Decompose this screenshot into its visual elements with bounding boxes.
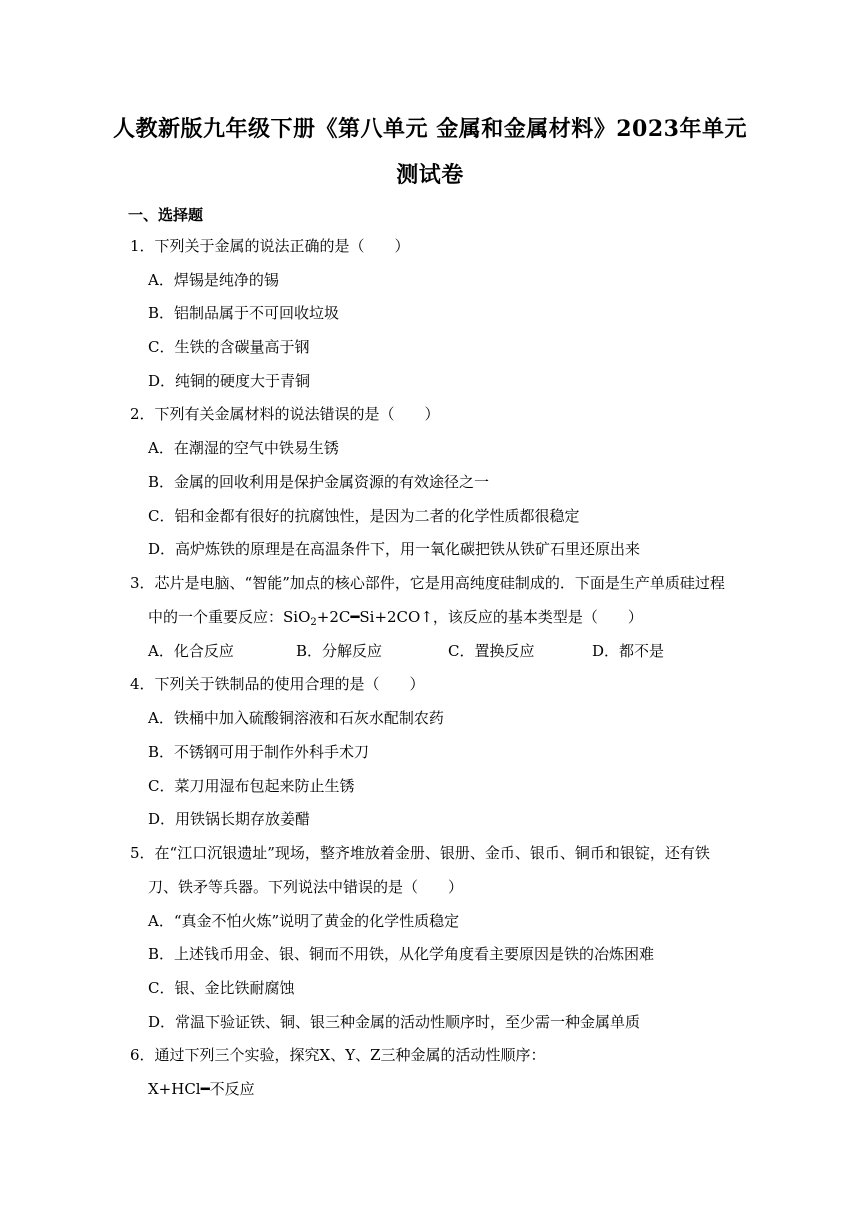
question-1-option-d: D．纯铜的硬度大于青铜 — [148, 372, 311, 390]
question-1-stem: 1．下列关于金属的说法正确的是（ ） — [130, 237, 410, 255]
question-5-option-a: A．“真金不怕火炼”说明了黄金的化学性质稳定 — [148, 912, 460, 930]
question-3-option-d: D．都不是 — [592, 642, 665, 660]
question-5-stem-line2: 刀、铁矛等兵器。下列说法中错误的是（ ） — [148, 878, 464, 896]
section-heading: 一、选择题 — [128, 206, 204, 224]
question-6-reaction-1: X+HCl━不反应 — [148, 1080, 255, 1098]
question-5-option-d: D．常温下验证铁、铜、银三种金属的活动性顺序时，至少需一种金属单质 — [148, 1013, 641, 1031]
question-3-stem-line1: 3．芯片是电脑、“智能”加点的核心部件，它是用高纯度硅制成的．下面是生产单质硅过程 — [130, 574, 725, 592]
question-5-stem-line1: 5．在“江口沉银遗址”现场，整齐堆放着金册、银册、金币、银币、铜币和银锭，还有铁 — [130, 844, 710, 862]
question-3-option-b: B．分解反应 — [296, 642, 383, 660]
document-title-line1: 人教新版九年级下册《第八单元 金属和金属材料》2023年单元 — [113, 116, 747, 142]
question-1-option-a: A．焊锡是纯净的锡 — [148, 271, 279, 289]
equation-subscript: 2 — [310, 617, 317, 628]
question-1-option-b: B．铝制品属于不可回收垃圾 — [148, 304, 340, 322]
question-4-option-a: A．铁桶中加入硫酸铜溶液和石灰水配制农药 — [148, 709, 444, 727]
question-4-option-c: C．菜刀用湿布包起来防止生锈 — [148, 777, 355, 795]
question-5-option-b: B．上述钱币用金、银、铜而不用铁，从化学角度看主要原因是铁的冶炼困难 — [148, 945, 655, 963]
question-2-option-c: C．铝和金都有很好的抗腐蚀性，是因为二者的化学性质都很稳定 — [148, 507, 580, 525]
document-title-line2: 测试卷 — [396, 162, 464, 188]
question-2-option-a: A．在潮湿的空气中铁易生锈 — [148, 439, 339, 457]
equation-suffix: +2C━Si+2CO↑，该反应的基本类型是（ ） — [316, 608, 643, 626]
question-3-option-a: A．化合反应 — [148, 642, 234, 660]
question-5-option-c: C．银、金比铁耐腐蚀 — [148, 979, 295, 997]
question-6-stem: 6．通过下列三个实验，探究X、Y、Z三种金属的活动性顺序： — [130, 1046, 546, 1064]
question-4-stem: 4．下列关于铁制品的使用合理的是（ ） — [130, 675, 425, 693]
question-2-option-b: B．金属的回收利用是保护金属资源的有效途径之一 — [148, 473, 490, 491]
question-3-stem-line2 — [148, 607, 643, 627]
question-3-options — [148, 641, 748, 661]
question-4-option-b: B．不锈钢可用于制作外科手术刀 — [148, 743, 370, 761]
equation-prefix: 中的一个重要反应：SiO — [148, 608, 311, 626]
question-1-option-c: C．生铁的含碳量高于钢 — [148, 338, 310, 356]
question-4-option-d: D．用铁锅长期存放姜醋 — [148, 810, 311, 828]
question-2-option-d: D．高炉炼铁的原理是在高温条件下，用一氧化碳把铁从铁矿石里还原出来 — [148, 540, 641, 558]
question-3-option-c: C．置换反应 — [448, 642, 535, 660]
question-2-stem: 2．下列有关金属材料的说法错误的是（ ） — [130, 405, 440, 423]
